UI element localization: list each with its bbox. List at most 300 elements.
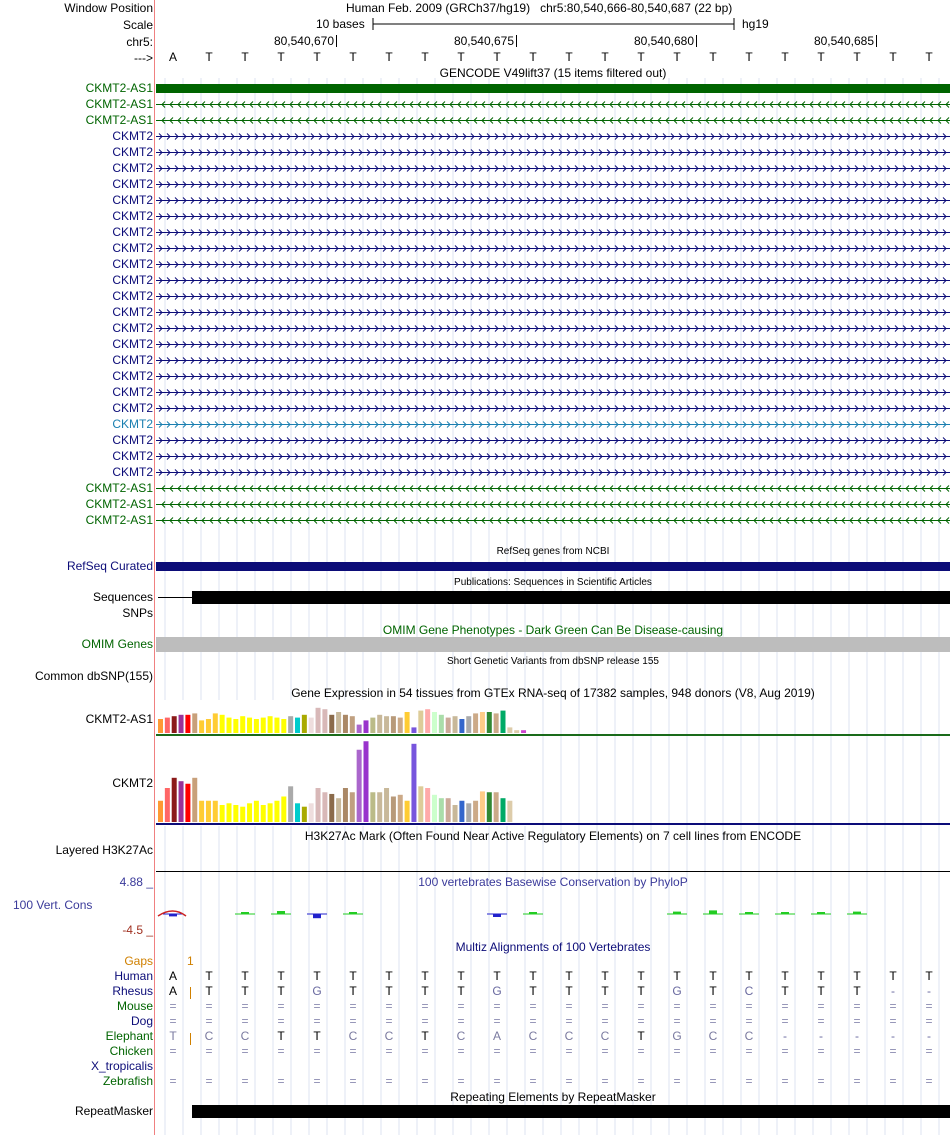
gtex-bar-ckmt2-as1[interactable]	[453, 716, 458, 733]
strand-label: --->	[134, 51, 153, 65]
gencode-item-feature[interactable]	[156, 355, 950, 367]
gencode-item-feature[interactable]	[156, 339, 950, 351]
gtex-bar-ckmt2-as1[interactable]	[227, 718, 232, 733]
gencode-item-feature[interactable]	[156, 499, 950, 511]
gencode-item-label[interactable]: CKMT2	[112, 337, 153, 351]
refseq-label[interactable]: RefSeq Curated	[66, 559, 153, 573]
gtex-bar-ckmt2[interactable]	[439, 798, 444, 822]
multiz-base: =	[709, 1044, 717, 1058]
sequence-base: T	[529, 50, 537, 64]
gtex-bar-ckmt2[interactable]	[507, 801, 512, 822]
gtex-bar-ckmt2-as1[interactable]	[391, 716, 396, 733]
phylop-track-title[interactable]: 100 vertebrates Basewise Conservation by PhyloP	[418, 875, 688, 889]
multiz-base: =	[349, 999, 357, 1013]
gtex-bar-ckmt2[interactable]	[295, 803, 300, 822]
multiz-base: A	[168, 969, 177, 983]
sequence-base: T	[817, 50, 825, 64]
multiz-base: T	[745, 969, 753, 983]
gtex-bar-ckmt2[interactable]	[227, 803, 232, 822]
gtex-label-ckmt2-as1[interactable]: CKMT2-AS1	[85, 712, 153, 726]
multiz-base: =	[925, 1014, 933, 1028]
multiz-species-label[interactable]: Zebrafish	[102, 1074, 153, 1088]
gtex-bar-ckmt2[interactable]	[411, 744, 416, 822]
multiz-base: =	[493, 1044, 501, 1058]
gtex-bar-ckmt2[interactable]	[206, 801, 211, 822]
refseq-track-title[interactable]: RefSeq genes from NCBI	[496, 546, 610, 557]
gencode-item-feature[interactable]	[156, 483, 950, 495]
gtex-bar-ckmt2[interactable]	[364, 741, 369, 822]
gtex-bar-ckmt2[interactable]	[309, 803, 314, 822]
multiz-base: G	[492, 984, 502, 998]
multiz-base: =	[781, 1014, 789, 1028]
repeatmasker-feature[interactable]	[192, 1105, 950, 1118]
gencode-item-label[interactable]: CKMT2	[112, 161, 153, 175]
gtex-bar-ckmt2[interactable]	[459, 801, 464, 822]
gtex-track-title[interactable]: Gene Expression in 54 tissues from GTEx RNA-seq of 17382 samples, 948 donors (V8, Aug 2019)	[291, 686, 815, 700]
gtex-bar-ckmt2-as1[interactable]	[268, 716, 273, 733]
sequence-base: T	[745, 50, 753, 64]
label-column-divider	[154, 0, 155, 1135]
gtex-bar-ckmt2[interactable]	[377, 792, 382, 822]
phylop-score-bar[interactable]	[313, 914, 321, 918]
multiz-base: =	[817, 1014, 825, 1028]
gtex-bar-ckmt2[interactable]	[480, 791, 485, 822]
gtex-bar-ckmt2-as1[interactable]	[199, 720, 204, 733]
gencode-item-feature[interactable]	[156, 83, 950, 95]
gtex-bar-ckmt2-as1[interactable]	[247, 718, 252, 733]
gencode-item-label[interactable]: CKMT2-AS1	[85, 513, 153, 527]
gtex-bar-ckmt2-as1[interactable]	[521, 730, 526, 733]
multiz-base: =	[637, 999, 645, 1013]
gencode-item-label[interactable]: CKMT2	[112, 433, 153, 447]
gtex-bar-ckmt2-as1[interactable]	[446, 718, 451, 733]
gencode-item-label[interactable]: CKMT2	[112, 241, 153, 255]
multiz-base: =	[529, 1044, 537, 1058]
gtex-bar-ckmt2-as1[interactable]	[302, 715, 307, 733]
multiz-base: C	[708, 1029, 718, 1043]
repeatmasker-label[interactable]: RepeatMasker	[74, 1104, 153, 1118]
gencode-item-label[interactable]: CKMT2	[112, 177, 153, 191]
gtex-bar-ckmt2-as1[interactable]	[459, 719, 464, 733]
sequence-base: T	[889, 50, 897, 64]
gtex-bar-ckmt2-as1[interactable]	[172, 716, 177, 733]
gencode-item-feature[interactable]	[156, 147, 950, 159]
gencode-item-feature[interactable]	[156, 387, 950, 399]
gtex-bar-ckmt2[interactable]	[281, 797, 286, 823]
multiz-base: G	[312, 984, 322, 998]
multiz-base: C	[204, 1029, 214, 1043]
gencode-item-feature[interactable]	[156, 467, 950, 479]
multiz-base: =	[889, 1014, 897, 1028]
gtex-bar-ckmt2-as1[interactable]	[487, 712, 492, 733]
multiz-base: =	[277, 1074, 285, 1088]
gtex-bar-ckmt2-as1[interactable]	[295, 718, 300, 733]
multiz-base: =	[385, 1014, 393, 1028]
gencode-item-label[interactable]: CKMT2-AS1	[85, 497, 153, 511]
gtex-bar-ckmt2-as1[interactable]	[309, 718, 314, 733]
multiz-base: =	[313, 1074, 321, 1088]
multiz-base: T	[169, 1029, 177, 1043]
multiz-base: T	[529, 969, 537, 983]
multiz-base: T	[385, 969, 393, 983]
multiz-base: =	[529, 1014, 537, 1028]
gencode-item-label[interactable]: CKMT2	[112, 465, 153, 479]
multiz-base: =	[457, 1014, 465, 1028]
gencode-item-feature[interactable]	[156, 259, 950, 271]
phylop-max-label: 4.88 _	[119, 875, 153, 889]
multiz-base: =	[565, 1014, 573, 1028]
gtex-bar-ckmt2-as1[interactable]	[240, 716, 245, 733]
gencode-item-feature[interactable]	[156, 515, 950, 527]
multiz-base: =	[241, 1014, 249, 1028]
gtex-bar-ckmt2[interactable]	[213, 801, 218, 822]
multiz-base: T	[277, 1029, 285, 1043]
gtex-bar-ckmt2-as1[interactable]	[322, 709, 327, 733]
omim-track-title[interactable]: OMIM Gene Phenotypes - Dark Green Can Be Disease-causing	[382, 623, 724, 637]
gencode-item-feature[interactable]	[156, 195, 950, 207]
gtex-bar-ckmt2[interactable]	[316, 788, 321, 822]
multiz-base: C	[348, 1029, 358, 1043]
gtex-bar-ckmt2[interactable]	[425, 788, 430, 822]
multiz-base: A	[492, 1029, 501, 1043]
gtex-bar-ckmt2[interactable]	[172, 778, 177, 822]
multiz-base: =	[457, 999, 465, 1013]
sequence-base: T	[421, 50, 429, 64]
gtex-bar-ckmt2[interactable]	[384, 788, 389, 822]
multiz-base: =	[313, 1014, 321, 1028]
multiz-base: =	[565, 1074, 573, 1088]
gencode-item-feature[interactable]	[156, 163, 950, 175]
gtex-bar-ckmt2[interactable]	[240, 807, 245, 822]
gtex-bar-ckmt2-as1[interactable]	[158, 719, 163, 733]
gencode-item-feature[interactable]	[156, 99, 950, 111]
gencode-item-label[interactable]: CKMT2	[112, 353, 153, 367]
multiz-base: =	[925, 1044, 933, 1058]
gtex-bar-ckmt2[interactable]	[370, 792, 375, 822]
multiz-base: =	[205, 1014, 213, 1028]
gtex-bar-ckmt2-as1[interactable]	[398, 718, 403, 733]
gtex-bar-ckmt2-as1[interactable]	[507, 727, 512, 733]
multiz-base: T	[421, 1029, 429, 1043]
gtex-bar-ckmt2[interactable]	[268, 803, 273, 822]
gtex-bar-ckmt2-as1[interactable]	[254, 719, 259, 733]
gtex-bar-ckmt2[interactable]	[165, 788, 170, 822]
multiz-base: =	[169, 999, 177, 1013]
gtex-bar-ckmt2-as1[interactable]	[274, 718, 279, 733]
multiz-base: =	[421, 1074, 429, 1088]
multiz-base: =	[673, 1044, 681, 1058]
omim-gene-feature[interactable]	[156, 637, 950, 652]
gtex-bar-ckmt2-as1[interactable]	[343, 715, 348, 733]
multiz-base: C	[744, 984, 754, 998]
gtex-bar-ckmt2[interactable]	[336, 798, 341, 822]
gtex-bar-ckmt2[interactable]	[501, 798, 506, 822]
gencode-item-feature[interactable]	[156, 227, 950, 239]
scale-label: Scale	[122, 18, 153, 32]
gtex-bar-ckmt2[interactable]	[302, 807, 307, 822]
gtex-bar-ckmt2[interactable]	[185, 784, 190, 822]
multiz-base: T	[565, 969, 573, 983]
multiz-base: -	[855, 1029, 859, 1043]
publications-track-title[interactable]: Publications: Sequences in Scientific Articles	[454, 577, 652, 588]
multiz-base: =	[673, 999, 681, 1013]
gencode-item-label[interactable]: CKMT2	[112, 145, 153, 159]
repeatmasker-track-title[interactable]: Repeating Elements by RepeatMasker	[450, 1090, 656, 1104]
gtex-bar-ckmt2[interactable]	[233, 805, 238, 822]
gencode-item-feature[interactable]	[156, 371, 950, 383]
gtex-bar-ckmt2-as1[interactable]	[480, 712, 485, 733]
multiz-base: T	[241, 969, 249, 983]
sequence-base: T	[349, 50, 357, 64]
gencode-item-label[interactable]: CKMT2-AS1	[85, 97, 153, 111]
scale-value: 10 bases	[316, 17, 365, 31]
h3k27ac-label[interactable]: Layered H3K27Ac	[55, 843, 153, 857]
gtex-bar-ckmt2-as1[interactable]	[316, 708, 321, 733]
gtex-bar-ckmt2[interactable]	[350, 792, 355, 822]
gtex-bar-ckmt2[interactable]	[192, 778, 197, 822]
multiz-base: T	[313, 1029, 321, 1043]
multiz-base: =	[529, 999, 537, 1013]
gencode-item-feature[interactable]	[156, 131, 950, 143]
multiz-base: =	[385, 1074, 393, 1088]
gencode-item-label[interactable]: CKMT2-AS1	[85, 113, 153, 127]
multiz-base: =	[853, 999, 861, 1013]
gencode-item-feature[interactable]	[156, 307, 950, 319]
multiz-species-label[interactable]: Chicken	[109, 1044, 153, 1058]
multiz-base: T	[817, 984, 825, 998]
gtex-bar-ckmt2-as1[interactable]	[405, 712, 410, 733]
gencode-item-label[interactable]: CKMT2	[112, 225, 153, 239]
gencode-item-label[interactable]: CKMT2	[112, 193, 153, 207]
gtex-bar-ckmt2[interactable]	[322, 792, 327, 822]
gtex-bar-ckmt2-as1[interactable]	[185, 715, 190, 733]
gencode-item-label[interactable]: CKMT2	[112, 321, 153, 335]
gencode-item-label[interactable]: CKMT2	[112, 369, 153, 383]
multiz-base: =	[313, 999, 321, 1013]
gencode-item-label[interactable]: CKMT2	[112, 129, 153, 143]
coordinate-tick	[516, 35, 517, 47]
gencode-item-label[interactable]: CKMT2	[112, 401, 153, 415]
gtex-bar-ckmt2[interactable]	[329, 794, 334, 822]
gtex-bar-ckmt2[interactable]	[357, 750, 362, 822]
gencode-item-label[interactable]: CKMT2-AS1	[85, 81, 153, 95]
multiz-base: =	[313, 1044, 321, 1058]
gtex-bar-ckmt2-as1[interactable]	[384, 716, 389, 733]
gtex-bar-ckmt2[interactable]	[288, 786, 293, 822]
gtex-bar-ckmt2[interactable]	[494, 792, 499, 822]
gtex-bar-ckmt2[interactable]	[158, 801, 163, 822]
multiz-base: =	[457, 1044, 465, 1058]
phylop-chart[interactable]	[156, 888, 950, 936]
gencode-item-feature[interactable]	[156, 451, 950, 463]
gencode-item-label[interactable]: CKMT2	[112, 417, 153, 431]
gtex-bar-ckmt2-as1[interactable]	[432, 712, 437, 733]
scale-assembly: hg19	[742, 17, 769, 31]
gtex-bar-ckmt2[interactable]	[405, 801, 410, 822]
gtex-bar-ckmt2[interactable]	[453, 805, 458, 822]
multiz-base: -	[891, 1029, 895, 1043]
gtex-bar-ckmt2-as1[interactable]	[206, 719, 211, 733]
multiz-base: T	[709, 984, 717, 998]
multiz-base: =	[349, 1074, 357, 1088]
gtex-bar-ckmt2-as1[interactable]	[418, 711, 423, 733]
gtex-bar-ckmt2[interactable]	[247, 803, 252, 822]
gencode-item-label[interactable]: CKMT2	[112, 209, 153, 223]
gtex-bar-ckmt2-as1[interactable]	[179, 715, 184, 733]
phylop-label[interactable]: 100 Vert. Cons	[13, 898, 93, 912]
gtex-bar-ckmt2-as1[interactable]	[494, 713, 499, 733]
gencode-item-label[interactable]: CKMT2	[112, 449, 153, 463]
multiz-base: -	[891, 984, 895, 998]
gtex-bar-ckmt2[interactable]	[432, 795, 437, 822]
gencode-item-feature[interactable]	[156, 323, 950, 335]
sequence-base: T	[565, 50, 573, 64]
gtex-bar-ckmt2-as1[interactable]	[281, 719, 286, 733]
multiz-base: =	[817, 999, 825, 1013]
gtex-bar-ckmt2-as1[interactable]	[439, 715, 444, 733]
sequence-base: T	[241, 50, 249, 64]
gtex-bar-ckmt2-as1[interactable]	[514, 730, 519, 733]
gtex-bar-ckmt2-as1[interactable]	[501, 711, 506, 733]
multiz-base: =	[421, 1044, 429, 1058]
multiz-base: T	[457, 969, 465, 983]
multiz-base: =	[781, 1074, 789, 1088]
gencode-track-title[interactable]: GENCODE V49lift37 (15 items filtered out)	[439, 66, 667, 80]
gencode-item-label[interactable]: CKMT2	[112, 257, 153, 271]
gencode-item-label[interactable]: CKMT2	[112, 305, 153, 319]
gencode-item-feature[interactable]	[156, 275, 950, 287]
multiz-base: =	[457, 1074, 465, 1088]
gtex-bar-ckmt2[interactable]	[391, 797, 396, 823]
gtex-bar-ckmt2[interactable]	[418, 786, 423, 822]
gtex-bar-ckmt2[interactable]	[261, 805, 266, 822]
gtex-bar-ckmt2-as1[interactable]	[364, 720, 369, 733]
multiz-base: =	[169, 1044, 177, 1058]
multiz-base: T	[673, 969, 681, 983]
multiz-base: =	[781, 1044, 789, 1058]
gtex-bar-ckmt2[interactable]	[274, 801, 279, 822]
multiz-base: T	[781, 984, 789, 998]
gtex-bar-ckmt2-as1[interactable]	[288, 716, 293, 733]
multiz-base: G	[672, 984, 682, 998]
sequence-base: T	[709, 50, 717, 64]
gtex-bar-ckmt2[interactable]	[254, 801, 259, 822]
gtex-bar-ckmt2[interactable]	[199, 801, 204, 822]
gencode-item-label[interactable]: CKMT2	[112, 385, 153, 399]
gtex-bar-ckmt2-as1[interactable]	[425, 709, 430, 733]
gtex-bar-ckmt2-as1[interactable]	[357, 725, 362, 733]
dbsnp-track-title[interactable]: Short Genetic Variants from dbSNP release 155	[447, 656, 659, 667]
multiz-base: =	[637, 1074, 645, 1088]
gtex-bar-ckmt2-as1[interactable]	[213, 713, 218, 733]
gencode-item-feature[interactable]	[156, 435, 950, 447]
gtex-bar-ckmt2[interactable]	[343, 788, 348, 822]
gtex-bar-ckmt2-as1[interactable]	[350, 716, 355, 733]
window-position-label: Window Position	[64, 1, 153, 15]
multiz-species-label[interactable]: Rhesus	[112, 984, 153, 998]
omim-label[interactable]: OMIM Genes	[81, 637, 153, 651]
multiz-base: T	[709, 969, 717, 983]
dbsnp-label[interactable]: Common dbSNP(155)	[34, 669, 153, 683]
multiz-base: =	[745, 1044, 753, 1058]
gtex-bar-ckmt2-as1[interactable]	[220, 715, 225, 733]
publications-snps-label[interactable]: SNPs	[122, 606, 153, 620]
multiz-base: T	[493, 969, 501, 983]
multiz-base: T	[313, 969, 321, 983]
gencode-item-feature[interactable]	[156, 291, 950, 303]
sequence-base: T	[493, 50, 501, 64]
multiz-base: T	[349, 969, 357, 983]
gencode-item-label[interactable]: CKMT2	[112, 273, 153, 287]
h3k27ac-track-title[interactable]: H3K27Ac Mark (Often Found Near Active Regulatory Elements) on 7 cell lines from ENCODE	[304, 829, 802, 843]
multiz-base: T	[529, 984, 537, 998]
gencode-item-feature[interactable]	[156, 403, 950, 415]
multiz-species-label[interactable]: Elephant	[105, 1029, 153, 1043]
gencode-item-label[interactable]: CKMT2	[112, 289, 153, 303]
gtex-bar-ckmt2-as1[interactable]	[336, 712, 341, 733]
gencode-item-feature[interactable]	[156, 419, 950, 431]
gtex-bar-ckmt2[interactable]	[446, 798, 451, 822]
gtex-bar-ckmt2[interactable]	[466, 803, 471, 822]
multiz-species-label[interactable]: Dog	[130, 1014, 153, 1028]
sequence-base: T	[601, 50, 609, 64]
publications-sequences-label[interactable]: Sequences	[92, 590, 153, 604]
multiz-base: A	[168, 984, 177, 998]
multiz-base: -	[819, 1029, 823, 1043]
gencode-item-feature[interactable]	[156, 211, 950, 223]
multiz-species-label[interactable]: X_tropicalis	[90, 1059, 153, 1073]
multiz-base: =	[529, 1074, 537, 1088]
multiz-track-title[interactable]: Multiz Alignments of 100 Vertebrates	[455, 940, 651, 954]
publication-sequence-feature[interactable]	[192, 591, 950, 604]
gtex-bar-ckmt2[interactable]	[179, 781, 184, 822]
multiz-base: T	[421, 984, 429, 998]
gtex-bar-ckmt2-as1[interactable]	[165, 718, 170, 733]
gencode-item-label[interactable]: CKMT2-AS1	[85, 481, 153, 495]
gtex-bar-ckmt2[interactable]	[398, 795, 403, 822]
multiz-base: =	[601, 1074, 609, 1088]
gtex-bar-ckmt2[interactable]	[220, 805, 225, 822]
phylop-score-bar[interactable]	[709, 910, 717, 914]
gencode-item-feature[interactable]	[156, 179, 950, 191]
gtex-bar-ckmt2[interactable]	[487, 792, 492, 822]
gtex-label-ckmt2[interactable]: CKMT2	[112, 776, 153, 790]
gtex-bar-ckmt2-as1[interactable]	[466, 716, 471, 733]
gtex-bar-ckmt2[interactable]	[473, 801, 478, 822]
refseq-gene-feature[interactable]	[156, 562, 950, 571]
multiz-base: =	[637, 1014, 645, 1028]
gtex-bar-ckmt2-as1[interactable]	[370, 718, 375, 733]
gtex-bar-ckmt2-as1[interactable]	[261, 718, 266, 733]
multiz-species-label[interactable]: Mouse	[116, 999, 153, 1013]
gtex-bar-ckmt2-as1[interactable]	[329, 715, 334, 733]
gencode-item-feature[interactable]	[156, 115, 950, 127]
gtex-bar-ckmt2-as1[interactable]	[377, 715, 382, 733]
gaps-label: Gaps	[124, 954, 153, 968]
gtex-bar-ckmt2-as1[interactable]	[192, 713, 197, 733]
gtex-expression-chart[interactable]	[156, 700, 950, 826]
gtex-bar-ckmt2-as1[interactable]	[473, 713, 478, 733]
gtex-bar-ckmt2-as1[interactable]	[411, 727, 416, 733]
multiz-base: =	[493, 1014, 501, 1028]
gtex-bar-ckmt2-as1[interactable]	[233, 719, 238, 733]
multiz-base: T	[853, 969, 861, 983]
multiz-base: -	[783, 1029, 787, 1043]
multiz-base: C	[564, 1029, 574, 1043]
multiz-base: -	[927, 984, 931, 998]
multiz-species-label[interactable]: Human	[114, 969, 153, 983]
gencode-item-feature[interactable]	[156, 243, 950, 255]
